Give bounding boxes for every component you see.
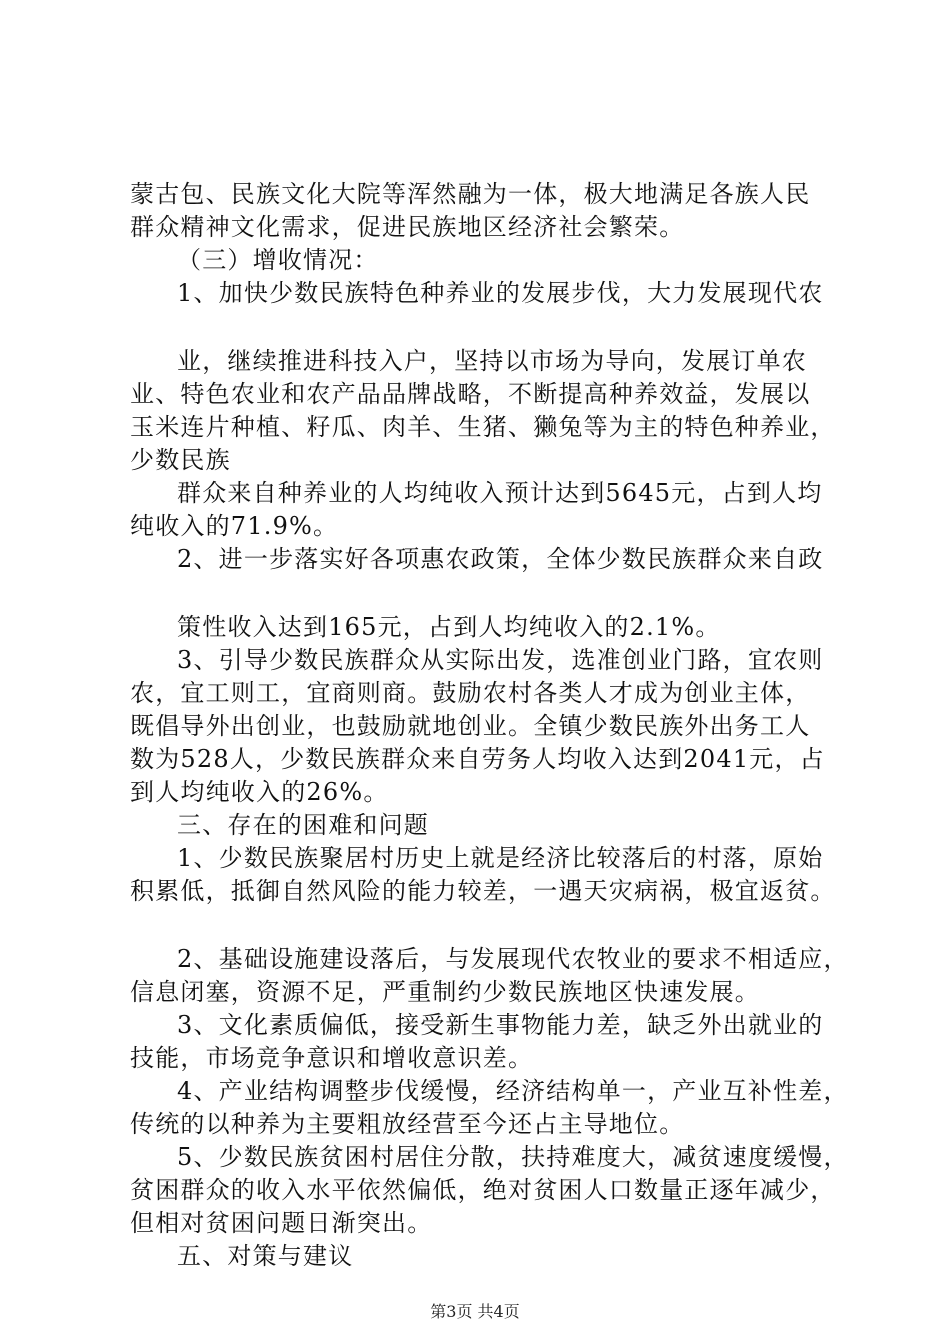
text-line: 1、少数民族聚居村历史上就是经济比较落后的村落，原始 (177, 844, 824, 872)
text-line: 5、少数民族贫困村居住分散，扶持难度大，减贫速度缓慢， (177, 1143, 849, 1171)
text-line: 1、加快少数民族特色种养业的发展步伐，大力发展现代农 (177, 279, 824, 307)
text-line: 传统的以种养为主要粗放经营至今还占主导地位。 (130, 1110, 685, 1138)
text-line: 4、产业结构调整步伐缓慢，经济结构单一，产业互补性差， (177, 1077, 849, 1105)
text-line: 群众精神文化需求，促进民族地区经济社会繁荣。 (130, 213, 685, 241)
text-line: 积累低，抵御自然风险的能力较差，一遇天灾病祸，极宜返贫。 (130, 877, 836, 905)
text-line: 数为528人，少数民族群众来自劳务人均收入达到2041元，占 (130, 745, 825, 773)
text-line: 业、特色农业和农产品品牌战略，不断提高种养效益，发展以 (130, 380, 811, 408)
text-line: 3、引导少数民族群众从实际出发，选准创业门路，宜农则 (177, 646, 824, 674)
text-line: 玉米连片种植、籽瓜、肉羊、生猪、獭兔等为主的特色种养业， (130, 413, 836, 441)
text-line: 但相对贫困问题日渐突出。 (130, 1209, 433, 1237)
text-line: 2、基础设施建设落后，与发展现代农牧业的要求不相适应， (177, 945, 849, 973)
text-line: 信息闭塞，资源不足，严重制约少数民族地区快速发展。 (130, 978, 760, 1006)
text-line: 业，继续推进科技入户，坚持以市场为导向，发展订单农 (177, 347, 807, 375)
text-line: 技能，市场竞争意识和增收意识差。 (130, 1044, 534, 1072)
text-line: 策性收入达到165元，占到人均纯收入的2.1%。 (177, 613, 721, 641)
section-heading: 三、存在的困难和问题 (177, 811, 429, 839)
text-line: 贫困群众的收入水平依然偏低，绝对贫困人口数量正逐年减少， (130, 1176, 836, 1204)
text-line: 农，宜工则工，宜商则商。鼓励农村各类人才成为创业主体， (130, 679, 811, 707)
text-line: 2、进一步落实好各项惠农政策，全体少数民族群众来自政 (177, 545, 824, 573)
text-line: 蒙古包、民族文化大院等浑然融为一体，极大地满足各族人民 (130, 180, 811, 208)
section-heading: （三）增收情况： (177, 246, 379, 274)
page-footer: 第3页 共4页 (430, 1302, 520, 1321)
text-line: 少数民族 (130, 446, 231, 474)
section-heading: 五、对策与建议 (177, 1242, 354, 1270)
text-line: 到人均纯收入的26%。 (130, 778, 389, 806)
text-line: 纯收入的71.9%。 (130, 512, 339, 540)
text-line: 既倡导外出创业，也鼓励就地创业。全镇少数民族外出务工人 (130, 712, 811, 740)
text-line: 群众来自种养业的人均纯收入预计达到5645元，占到人均 (177, 479, 823, 507)
text-line: 3、文化素质偏低，接受新生事物能力差，缺乏外出就业的 (177, 1011, 824, 1039)
